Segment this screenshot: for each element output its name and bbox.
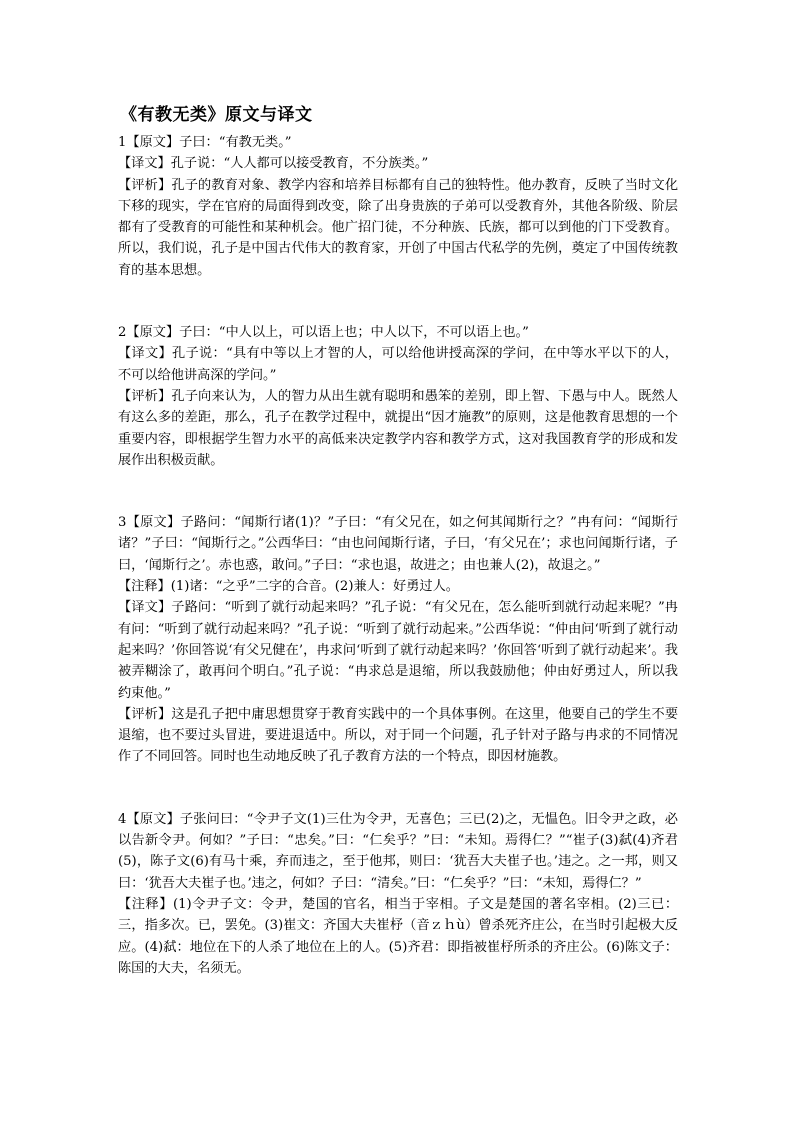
- text: 子张问曰：“令尹子文(1)三仕为令尹，无喜色；三已(2)之，无愠色。旧令尹之政，必以告新令尹。何如？”子曰：“忠矣。”曰：“仁矣乎？”曰：“未知。焉得仁？”“崔子(3)弑(4)齐君(5)，陈子文(6)有马十乘，弃而违之，至于他邦，则曰：‘犹吾大夫崔子也。’违之。之一邦，则又曰：‘犹吾大夫崔子也。’违之，何如？子曰：“清矣。”曰：“仁矣乎？”曰：“未知，焉得仁？”: [118, 811, 678, 891]
- section-3-original: [118, 512, 678, 576]
- text: 孔子说：“具有中等以上才智的人，可以给他讲授高深的学问，在中等水平以下的人，不可以给他讲高深的学问。”: [118, 346, 678, 383]
- section-spacer: [118, 768, 678, 809]
- section-1: [118, 132, 678, 281]
- label: 【评析】: [118, 177, 172, 193]
- text: 子曰：“中人以上，可以语上也；中人以下，不可以语上也。”: [179, 325, 529, 341]
- document-title: 《有教无类》原文与译文: [120, 105, 313, 125]
- text: 子曰：“有教无类。”: [179, 135, 292, 150]
- label: 【译文】: [118, 346, 172, 362]
- section-3-notes: [118, 576, 678, 597]
- section-3-translation: [118, 597, 678, 703]
- label: 1【原文】: [118, 135, 180, 150]
- label: 【译文】: [118, 600, 172, 616]
- label: 【注释】: [118, 579, 171, 595]
- section-2: [118, 322, 678, 471]
- text: (1)令尹子文：令尹，楚国的官名，相当于宰相。子文是楚国的著名宰相。(2)三已：三，指多次。已，罢免。(3)崔文：齐国大夫崔杼（音ｚｈù）曾杀死齐庄公，在当时引起极大反应。(4)弑：地位在下的人杀了地位在上的人。(5)齐君：即指被崔杼所杀的齐庄公。(6)陈文子：陈国的大夫，名须无。: [118, 896, 679, 976]
- text: (1)诸：“之乎”二字的合音。(2)兼人：好勇过人。: [170, 579, 459, 595]
- section-1-translation: [118, 153, 678, 174]
- text: 这是孔子把中庸思想贯穿于教育实践中的一个具体事例。在这里，他要自己的学生不要退缩，也不要过头冒进，要进退适中。所以，对于同一个问题，孔子针对子路与冉求的不同情况作了不同回答。同时也生动地反映了孔子教育方法的一个特点，即因材施教。: [118, 706, 679, 765]
- label: 2【原文】: [118, 325, 180, 341]
- section-2-original: [118, 322, 678, 343]
- section-2-translation: [118, 343, 678, 386]
- text: 子路问：“闻斯行诸(1)？”子曰：“有父兄在，如之何其闻斯行之？”冉有问：“闻斯行诸？”子曰：“闻斯行之。”公西华曰：“由也问闻斯行诸，子曰，‘有父兄在’；求也问闻斯行诸，子曰，‘闻斯行之’。赤也惑，敢问。”子曰：“求也退，故进之；由也兼人(2)，故退之。”: [118, 515, 678, 573]
- text: 子路问：“听到了就行动起来吗？”孔子说：“有父兄在，怎么能听到就行动起来呢？”冉有问：“听到了就行动起来吗？”孔子说：“听到了就行动起来。”公西华说：“仲由问‘听到了就行动起来吗？’你回答说‘有父兄健在’，冉求问‘听到了就行动起来吗？’你回答‘听到了就行动起来’。我被弄糊涂了，敢再问个明白。”孔子说：“冉求总是退缩，所以我鼓励他；仲由好勇过人，所以我约束他。”: [118, 600, 678, 701]
- label: 【评析】: [118, 388, 172, 404]
- section-4: [118, 809, 678, 979]
- section-spacer: [118, 281, 678, 322]
- label: 【评析】: [118, 706, 172, 722]
- section-1-analysis: [118, 175, 678, 281]
- label: 3【原文】: [118, 515, 181, 531]
- section-4-original: [118, 809, 678, 894]
- label: 【注释】: [118, 896, 173, 912]
- section-3-analysis: [118, 704, 678, 768]
- section-3: [118, 512, 678, 768]
- section-spacer: [118, 471, 678, 512]
- section-1-original: [118, 132, 678, 153]
- section-2-analysis: [118, 386, 678, 471]
- label: 4【原文】: [118, 811, 180, 827]
- label: 【译文】: [118, 156, 171, 172]
- text: 孔子的教育对象、教学内容和培养目标都有自己的独特性。他办教育，反映了当时文化下移的现实，学在官府的局面得到改变，除了出身贵族的子弟可以受教育外，其他各阶级、阶层都有了受教育的可能性和某种机会。他广招门徒，不分种族、氏族，都可以到他的门下受教育。所以，我们说，孔子是中国古代伟大的教育家，开创了中国古代私学的先例，奠定了中国传统教育的基本思想。: [118, 177, 679, 278]
- text: 孔子向来认为，人的智力从出生就有聪明和愚笨的差别，即上智、下愚与中人。既然人有这么多的差距，那么，孔子在教学过程中，就提出“因才施教”的原则，这是他教育思想的一个重要内容，即根据学生智力水平的高低来决定教学内容和教学方式，这对我国教育学的形成和发展作出积极贡献。: [118, 388, 679, 468]
- document-page: [118, 102, 678, 979]
- text: 孔子说：“人人都可以接受教育，不分族类。”: [170, 156, 429, 172]
- section-4-notes: [118, 894, 678, 979]
